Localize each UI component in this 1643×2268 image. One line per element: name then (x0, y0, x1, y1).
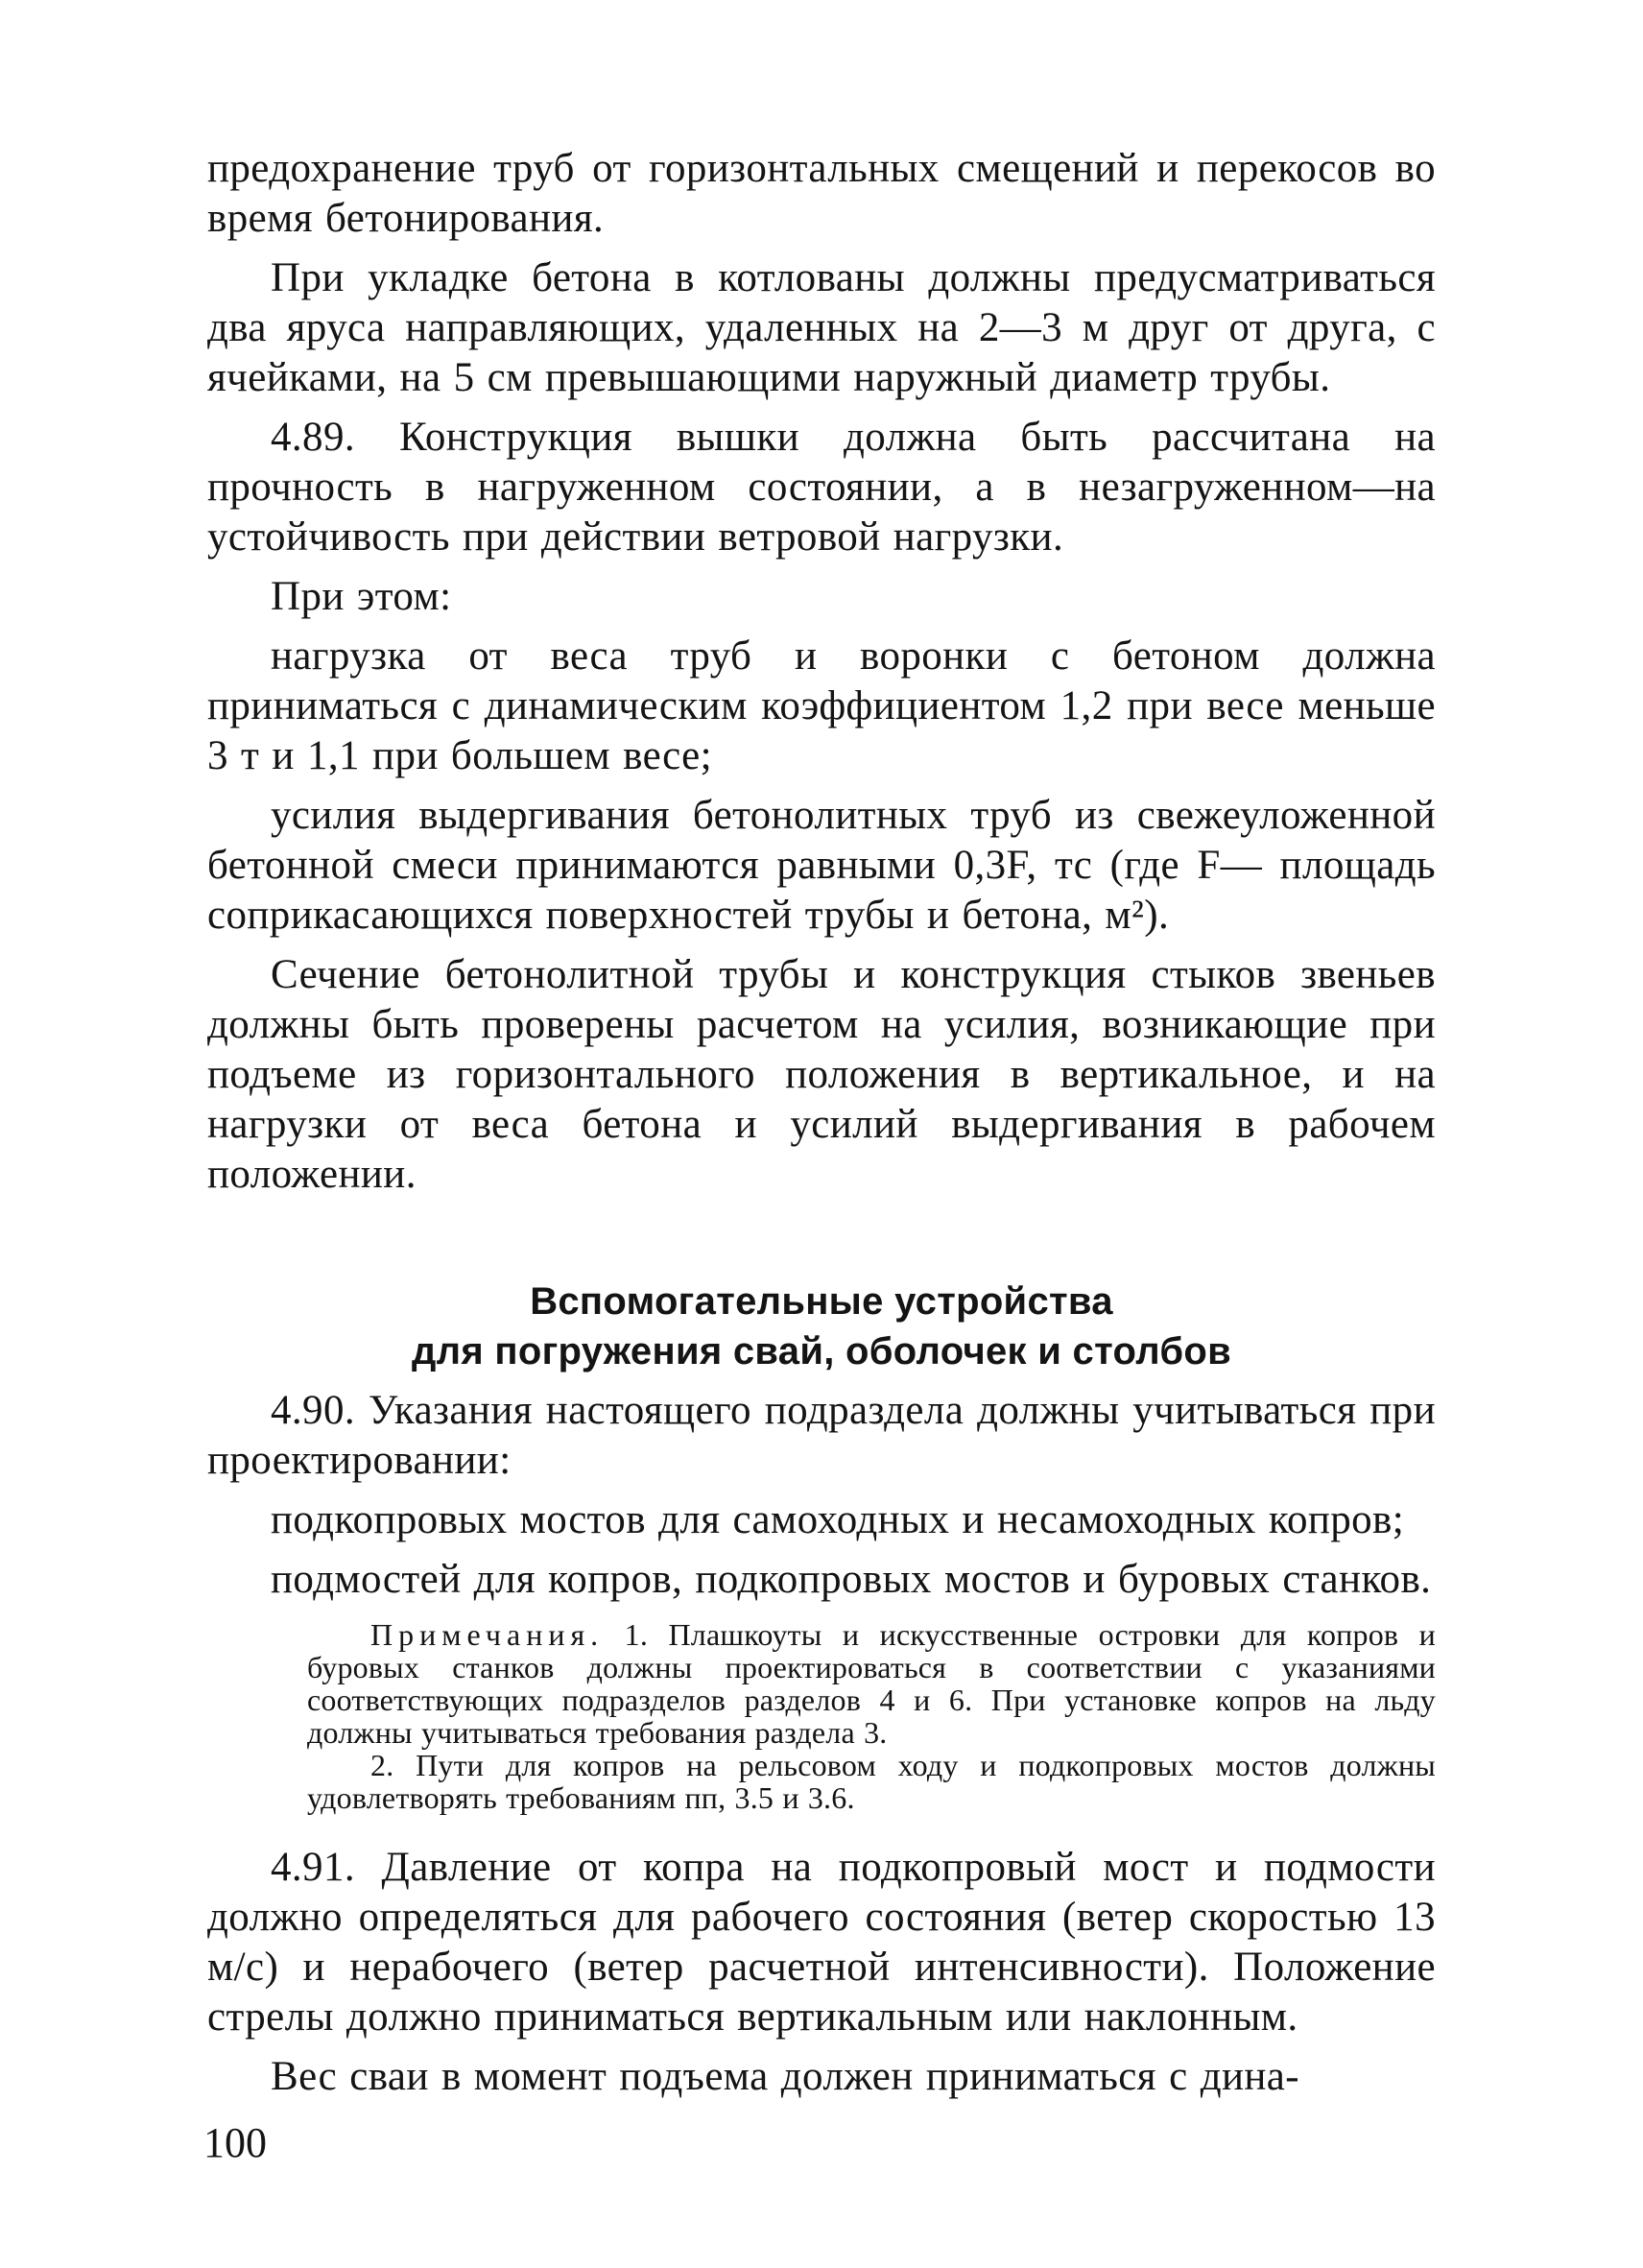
section-heading-line-2: для погружения свай, оболочек и столбов (411, 1330, 1232, 1373)
paragraph-scaffolding: подмостей для копров, подкопровых мостов и буровых станков. (271, 1557, 1432, 1602)
paragraph-pri-etom: При этом: (271, 574, 452, 619)
notes-label: Примечания. (370, 1617, 605, 1652)
paragraph-4-90: 4.90. Указания настоящего подраздела должны учитываться при проектировании: (207, 1388, 1436, 1483)
paragraph-continuation: предохранение труб от горизонтальных смещений и перекосов во время бетонирования. (207, 146, 1436, 241)
note-1-text: 1. Плашкоуты и искусственные островки для копров и буровых станков должны проектироваться в соответствии с указаниями соответствующих подразделов разделов 4 и 6. При установке копров на льду должны учитываться требования раздела 3. (307, 1617, 1437, 1750)
paragraph-4-89: 4.89. Конструкция вышки должна быть рассчитана на прочность в нагруженном состоянии, а в незагруженном—на устойчивость при действии ветровой нагрузки. (207, 415, 1436, 560)
paragraph-concrete-placement: При укладке бетона в котлованы должны предусматриваться два яруса направляющих, удаленных на 2—3 м друг от друга, с ячейками, на 5 см превышающими наружный диаметр трубы. (207, 255, 1436, 400)
page-number: 100 (203, 2119, 267, 2166)
notes-block (207, 1618, 1436, 1814)
note-2: 2. Пути для копров на рельсовом ходу и подкопровых мостов должны удовлетворять требованиям пп, 3.5 и 3.6. (307, 1748, 1436, 1815)
paragraph-4-91: 4.91. Давление от копра на подкопровый мост и подмости должно определяться для рабочего состояния (ветер скоростью 13 м/с) и нерабочего (ветер расчетной интенсивности). Положение стрелы должно приниматься вертикальным или наклонным. (207, 1845, 1436, 2040)
paragraph-pile-weight: Вес сваи в момент подъема должен приниматься с дина- (271, 2054, 1300, 2099)
section-heading-line-1: Вспомогательные устройства (530, 1280, 1113, 1323)
section-heading (207, 1277, 1436, 1376)
paragraph-pipe-section: Сечение бетонолитной трубы и конструкция стыков звеньев должны быть проверены расчетом на усилия, возникающие при подъеме из горизонтального положения в вертикальное, и на нагрузки от веса бетона и усилий выдергивания в рабочем положении. (207, 952, 1436, 1197)
text-column (207, 144, 1436, 2102)
paragraph-load-pipes: нагрузка от веса труб и воронки с бетоном должна приниматься с динамическим коэффициентом 1,2 при весе меньше 3 т и 1,1 при большем весе; (207, 633, 1436, 778)
paragraph-pullout-forces: усилия выдергивания бетонолитных труб из свежеуложенной бетонной смеси принимаются равными 0,3F, тс (где F— площадь соприкасающихся поверхностей трубы и бетона, м²). (207, 793, 1436, 938)
paragraph-pile-driver-bridges: подкопровых мостов для самоходных и несамоходных копров; (271, 1497, 1405, 1542)
note-1 (307, 1618, 1436, 1749)
